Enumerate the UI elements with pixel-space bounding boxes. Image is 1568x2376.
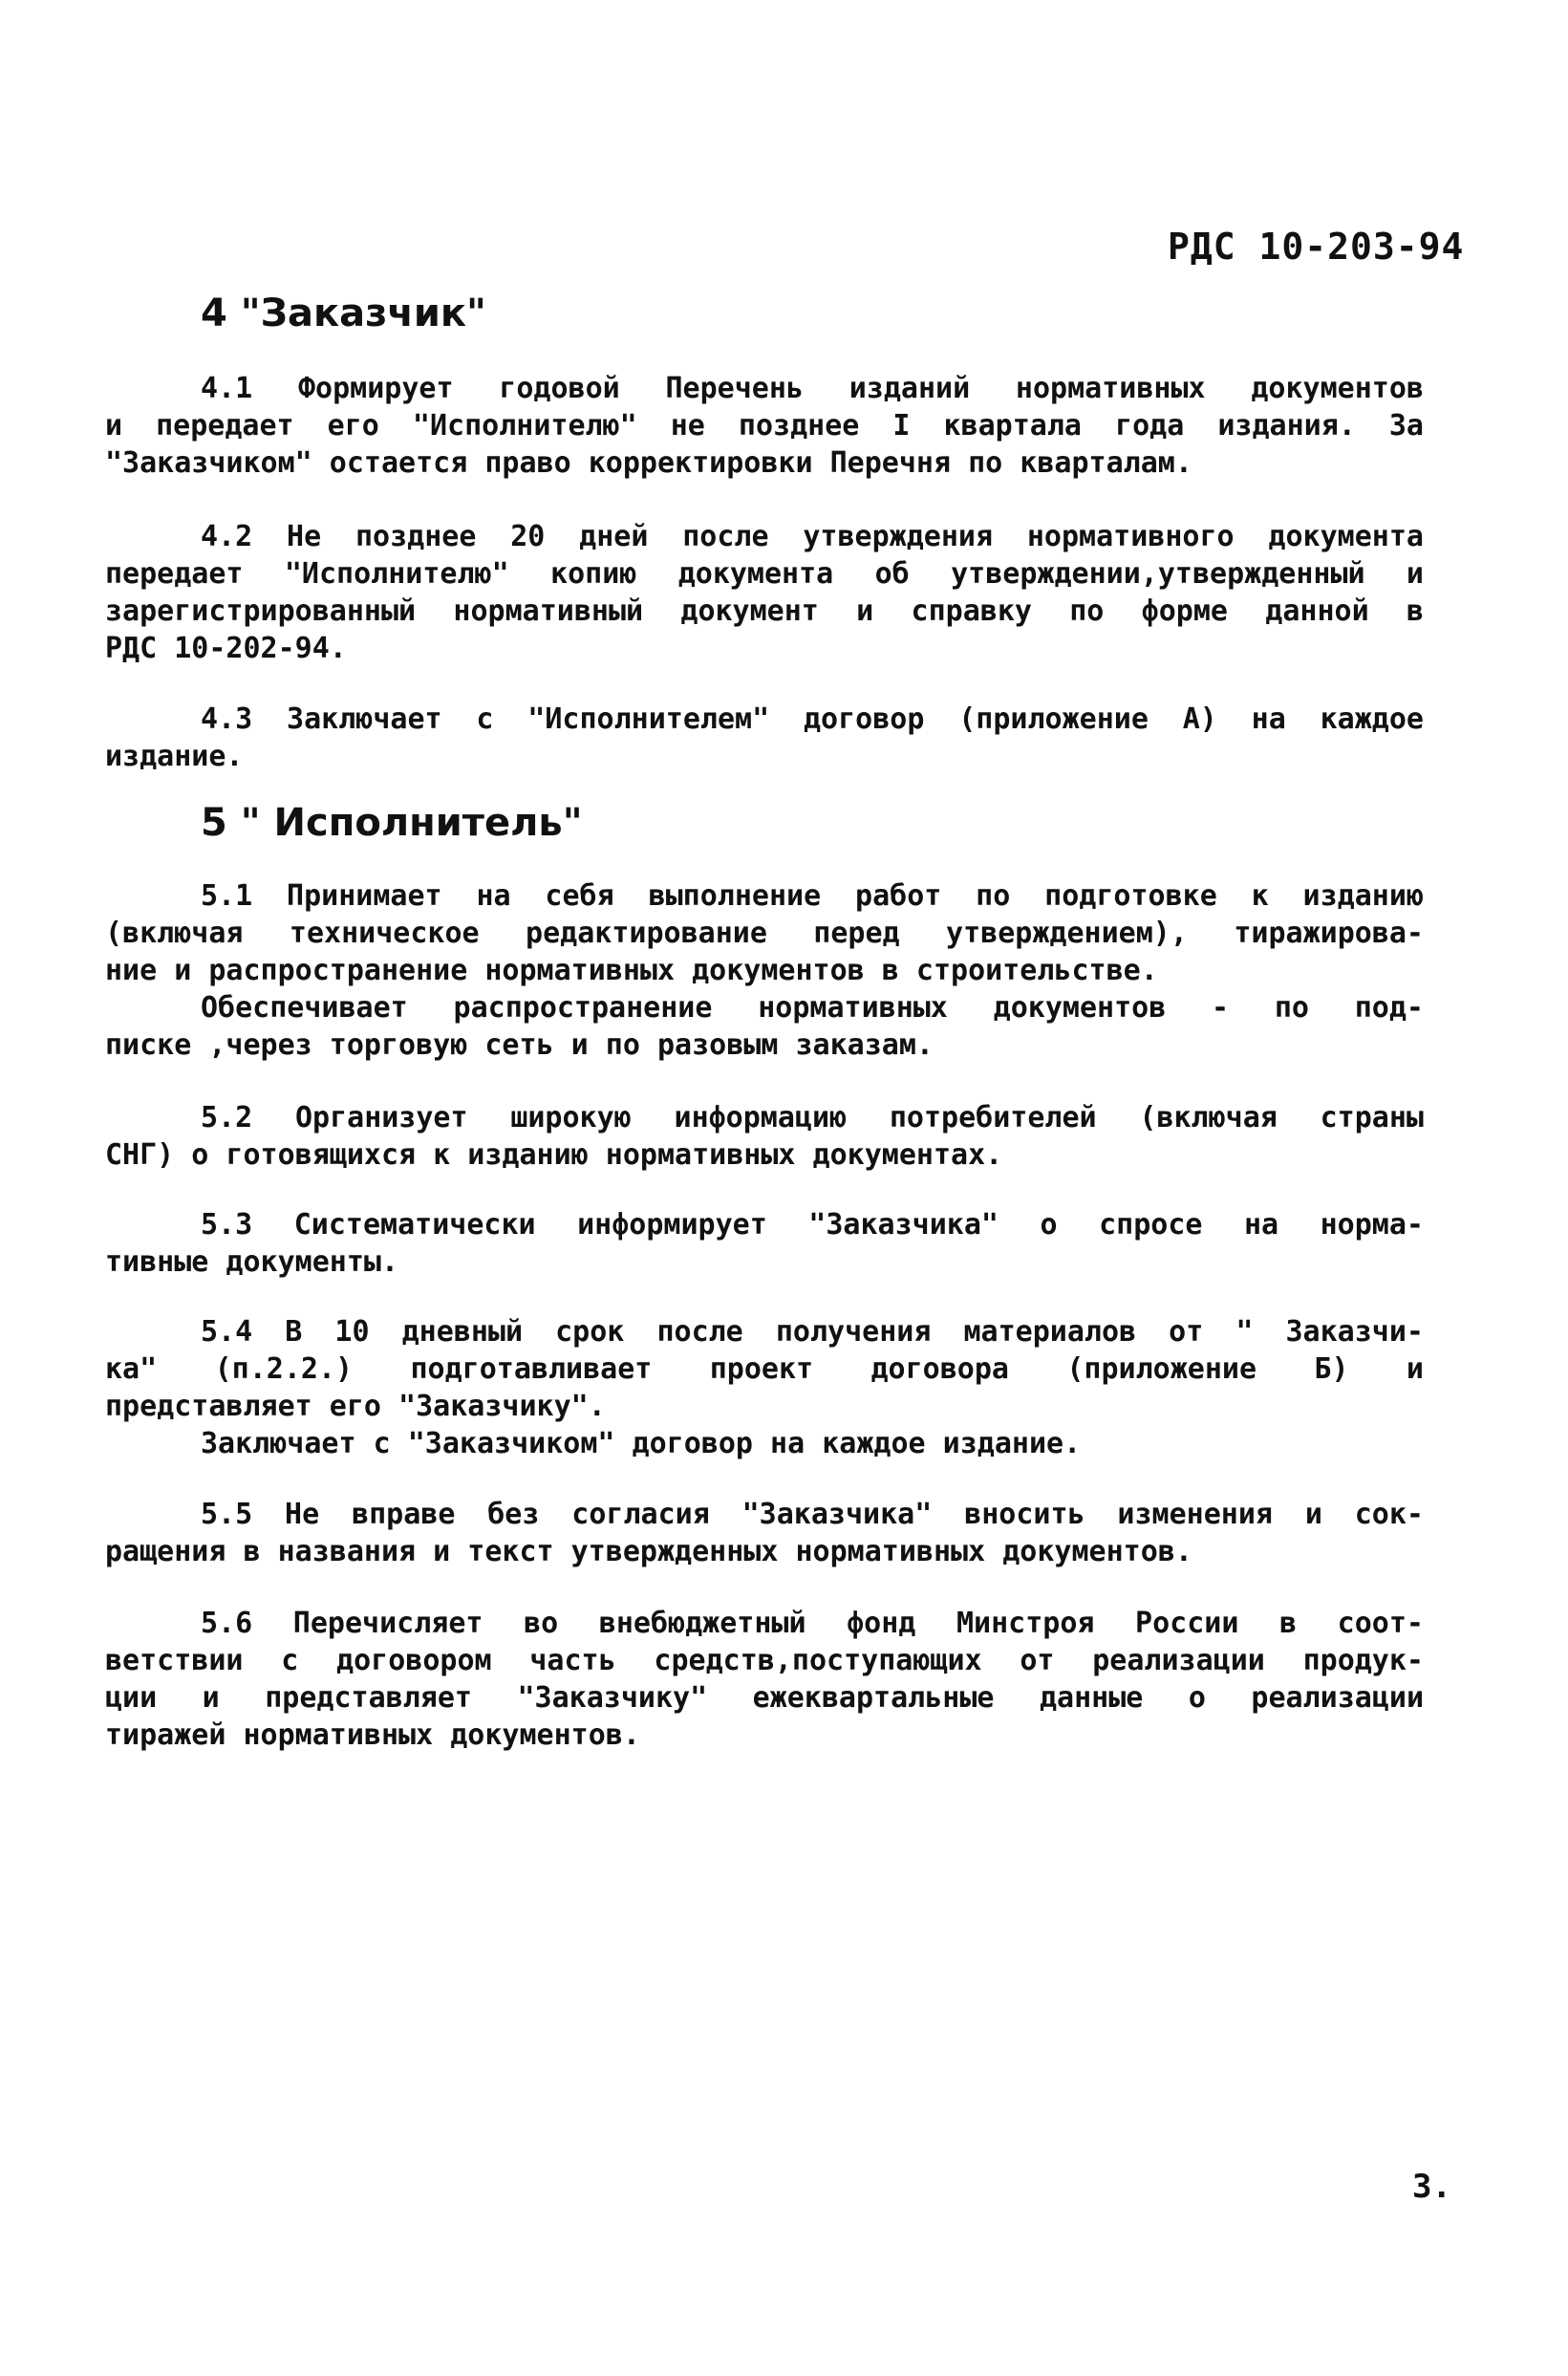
text-line: зарегистрированный нормативный документ и справку по форме данной в (105, 594, 1424, 628)
paragraph-5-6 (105, 1605, 1424, 1754)
section-heading-customer: 4 "Заказчик" (201, 292, 486, 335)
text-line: 5.3 Систематически информирует "Заказчика" о спросе на норма- (201, 1208, 1424, 1242)
paragraph-4-3 (105, 701, 1424, 775)
paragraph-5-5 (105, 1496, 1424, 1570)
text-line: ции и представляет "Заказчику" ежеквартальные данные о реализации (105, 1681, 1424, 1715)
text-line: РДС 10-202-94. (105, 632, 347, 665)
text-line: 5.1 Принимает на себя выполнение работ по подготовке к изданию (201, 879, 1424, 913)
text-line: издание. (105, 740, 244, 773)
text-line: передает "Исполнителю" копию документа об утверждении,утвержденный и (105, 557, 1424, 591)
text-line: 5.4 В 10 дневный срок после получения материалов от " Заказчи- (201, 1315, 1424, 1349)
text-line: тиражей нормативных документов. (105, 1718, 640, 1752)
text-line: ветствии с договором часть средств,поступающих от реализации продук- (105, 1644, 1424, 1677)
text-line: 4.2 Не позднее 20 дней после утверждения нормативного документа (201, 520, 1424, 553)
text-line: (включая техническое редактирование перед утверждением), тиражирова- (105, 917, 1424, 950)
text-line: ращения в названия и текст утвержденных нормативных документов. (105, 1535, 1192, 1568)
text-line: Заключает с "Заказчиком" договор на каждое издание. (201, 1427, 1082, 1460)
text-line: 5.2 Организует широкую информацию потребителей (включая страны (201, 1101, 1424, 1134)
section-heading-contractor: 5 " Исполнитель" (201, 801, 583, 845)
paragraph-4-1 (105, 370, 1424, 482)
paragraph-5-2 (105, 1099, 1424, 1174)
text-line: 5.5 Не вправе без согласия "Заказчика" вносить изменения и сок- (201, 1498, 1424, 1531)
text-line: и передает его "Исполнителю" не позднее I квартала года издания. За (105, 409, 1424, 443)
text-line: писке ,через торговую сеть и по разовым заказам. (105, 1028, 934, 1062)
text-line: "Заказчиком" остается право корректировки Перечня по кварталам. (105, 446, 1192, 480)
text-line: Обеспечивает распространение нормативных документов - по под- (201, 991, 1424, 1025)
text-line: ние и распространение нормативных документов в строительстве. (105, 954, 1158, 987)
page-number: 3. (1412, 2168, 1451, 2206)
text-line: представляет его "Заказчику". (105, 1390, 606, 1423)
paragraph-5-3 (105, 1206, 1424, 1281)
document-code: РДС 10-203-94 (1168, 226, 1465, 268)
text-line: 5.6 Перечисляет во внебюджетный фонд Минстроя России в соот- (201, 1607, 1424, 1640)
paragraph-4-2 (105, 518, 1424, 667)
text-line: тивные документы. (105, 1245, 399, 1279)
paragraph-5-1 (105, 877, 1424, 1064)
text-line: 4.1 Формирует годовой Перечень изданий нормативных документов (201, 372, 1424, 405)
text-line: СНГ) о готовящихся к изданию нормативных документах. (105, 1138, 1003, 1172)
text-line: ка" (п.2.2.) подготавливает проект договора (приложение Б) и (105, 1352, 1424, 1386)
text-line: 4.3 Заключает с "Исполнителем" договор (приложение А) на каждое (201, 702, 1424, 736)
paragraph-5-4 (105, 1313, 1424, 1462)
